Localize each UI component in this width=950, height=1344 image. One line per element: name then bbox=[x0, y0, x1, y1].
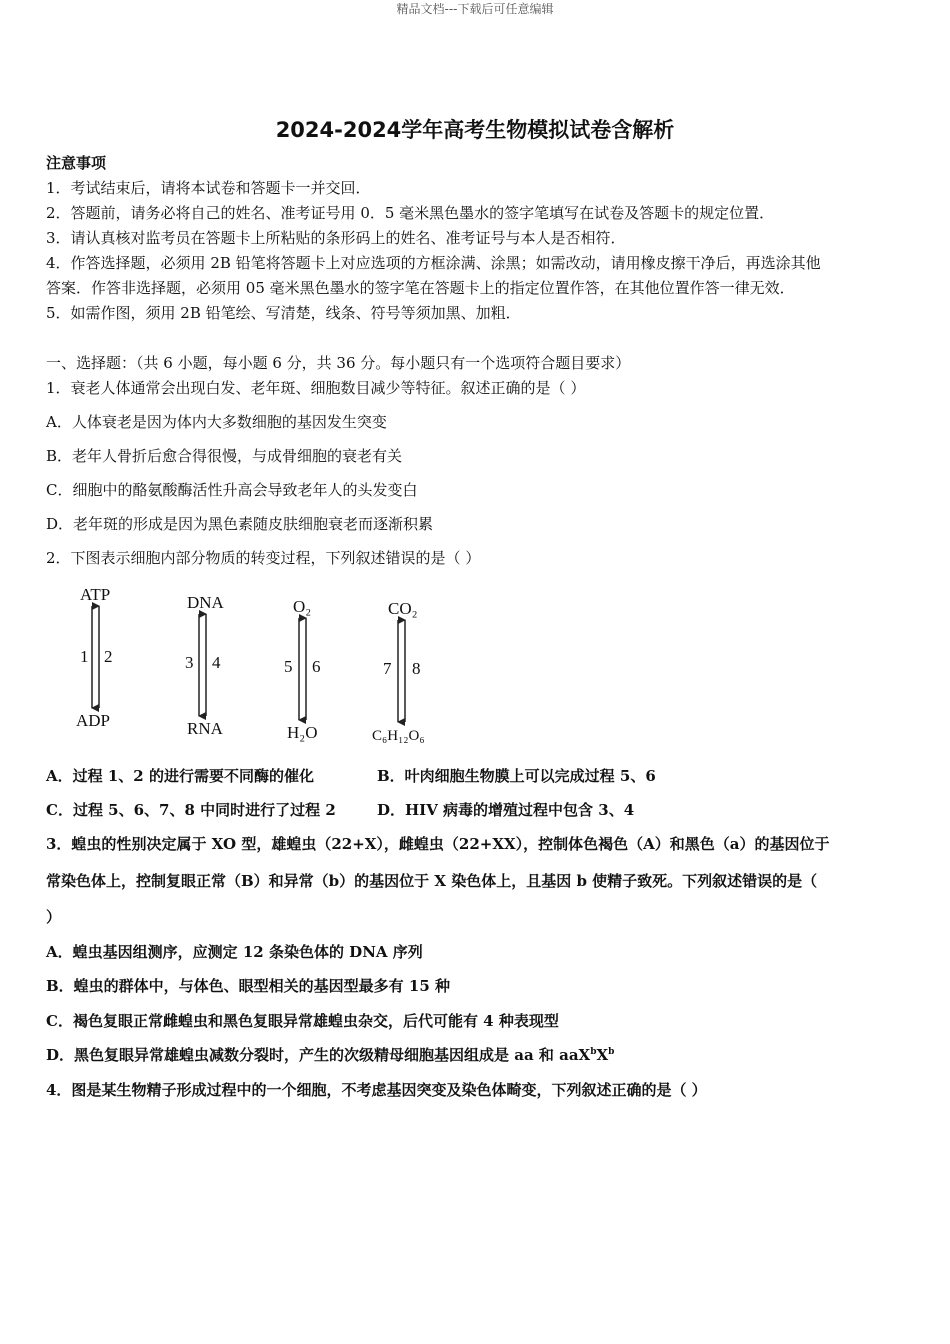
q3-option-d-text: D．黑色复眼异常雄蝗虫减数分裂时，产生的次级精母细胞基因组成是 aa 和 aaX bbox=[46, 1046, 591, 1064]
q2-conversion-diagram bbox=[46, 580, 446, 750]
q4-stem: 4．图是某生物精子形成过程中的一个细胞，不考虑基因突变及染色体畸变，下列叙述正确的是（ ） bbox=[46, 1081, 707, 1099]
notice-line: 1．考试结束后，请将本试卷和答题卡一并交回． bbox=[46, 179, 371, 197]
notice-heading: 注意事项 bbox=[46, 154, 107, 172]
diagram-bottom-label: C₆H₁₂O₆ bbox=[372, 728, 425, 744]
q1-option-a: A．人体衰老是因为体内大多数细胞的基因发生突变 bbox=[46, 413, 387, 431]
q1-option-d: D．老年斑的形成是因为黑色素随皮肤细胞衰老而逐渐积累 bbox=[46, 515, 434, 533]
notice-line: 3．请认真核对监考员在答题卡上所粘贴的条形码上的姓名、准考证号与本人是否相符． bbox=[46, 229, 626, 247]
diagram-process-number: 8 bbox=[412, 659, 421, 678]
q3-stem-line: ） bbox=[46, 908, 62, 926]
q3-option-d bbox=[46, 1044, 614, 1065]
diagram-bottom-label: RNA bbox=[187, 719, 223, 738]
q1-option-c: C．细胞中的酪氨酸酶活性升高会导致老年人的头发变白 bbox=[46, 481, 418, 499]
q3-option-a: A．蝗虫基因组测序，应测定 12 条染色体的 DNA 序列 bbox=[46, 943, 423, 961]
q3-stem-line: 3．蝗虫的性别决定属于 XO 型，雄蝗虫（22+X），雌蝗虫（22+XX），控制体色褐色（A）和黑色（a）的基因位于 bbox=[46, 835, 830, 853]
notice-line: 5．如需作图，须用 2B 铅笔绘、写清楚，线条、符号等须加黑、加粗． bbox=[46, 304, 521, 322]
diagram-process-number: 3 bbox=[185, 653, 194, 672]
diagram-bottom-label: H₂O bbox=[287, 723, 318, 742]
q1-stem: 1．衰老人体通常会出现白发、老年斑、细胞数目减少等特征。叙述正确的是（ ） bbox=[46, 379, 586, 397]
q1-option-b: B．老年人骨折后愈合得很慢，与成骨细胞的衰老有关 bbox=[46, 447, 403, 465]
q2-option-d: D．HIV 病毒的增殖过程中包含 3、4 bbox=[377, 801, 635, 819]
q2-option-c: C．过程 5、6、7、8 中同时进行了过程 2 bbox=[46, 801, 336, 819]
diagram-process-number: 7 bbox=[383, 659, 392, 678]
q3-option-d-x: X bbox=[596, 1046, 609, 1064]
q3-option-c: C．褐色复眼正常雌蝗虫和黑色复眼异常雄蝗虫杂交，后代可能有 4 种表现型 bbox=[46, 1012, 559, 1030]
notice-line: 2．答题前，请务必将自己的姓名、准考证号用 0．5 毫米黑色墨水的签字笔填写在试卷及答题卡的规定位置． bbox=[46, 204, 775, 222]
header-watermark: 精品文档---下载后可任意编辑 bbox=[396, 2, 554, 16]
diagram-top-label: O₂ bbox=[293, 597, 312, 616]
notice-line: 4．作答选择题，必须用 2B 铅笔将答题卡上对应选项的方框涂满、涂黑；如需改动，请用橡皮擦干净后，再选涂其他 bbox=[46, 254, 821, 272]
q3-option-d-sup: b bbox=[608, 1047, 615, 1057]
diagram-process-number: 5 bbox=[284, 657, 293, 676]
q3-stem-line: 常染色体上，控制复眼正常（B）和异常（b）的基因位于 X 染色体上，且基因 b 使精子致死。下列叙述错误的是（ bbox=[46, 872, 818, 890]
q3-option-d-sup: b bbox=[590, 1047, 597, 1057]
section-heading: 一、选择题：（共 6 小题，每小题 6 分，共 36 分。每小题只有一个选项符合题目要求） bbox=[46, 354, 631, 372]
q2-option-b: B．叶肉细胞生物膜上可以完成过程 5、6 bbox=[377, 767, 656, 785]
diagram-process-number: 6 bbox=[312, 657, 321, 676]
diagram-top-label: ATP bbox=[80, 585, 111, 604]
diagram-top-label: CO₂ bbox=[388, 599, 418, 618]
page-title: 2024-2024学年高考生物模拟试卷含解析 bbox=[275, 118, 675, 142]
q2-stem: 2．下图表示细胞内部分物质的转变过程，下列叙述错误的是（ ） bbox=[46, 549, 481, 567]
q2-option-a: A．过程 1、2 的进行需要不同酶的催化 bbox=[46, 767, 314, 785]
diagram-process-number: 4 bbox=[212, 653, 221, 672]
diagram-top-label: DNA bbox=[187, 593, 224, 612]
q3-option-b: B．蝗虫的群体中，与体色、眼型相关的基因型最多有 15 种 bbox=[46, 977, 450, 995]
diagram-process-number: 1 bbox=[80, 647, 89, 666]
diagram-bottom-label: ADP bbox=[76, 711, 111, 730]
diagram-process-number: 2 bbox=[104, 647, 113, 666]
notice-line: 答案．作答非选择题，必须用 05 毫米黑色墨水的签字笔在答题卡上的指定位置作答，在其他位置作答一律无效． bbox=[46, 279, 795, 297]
